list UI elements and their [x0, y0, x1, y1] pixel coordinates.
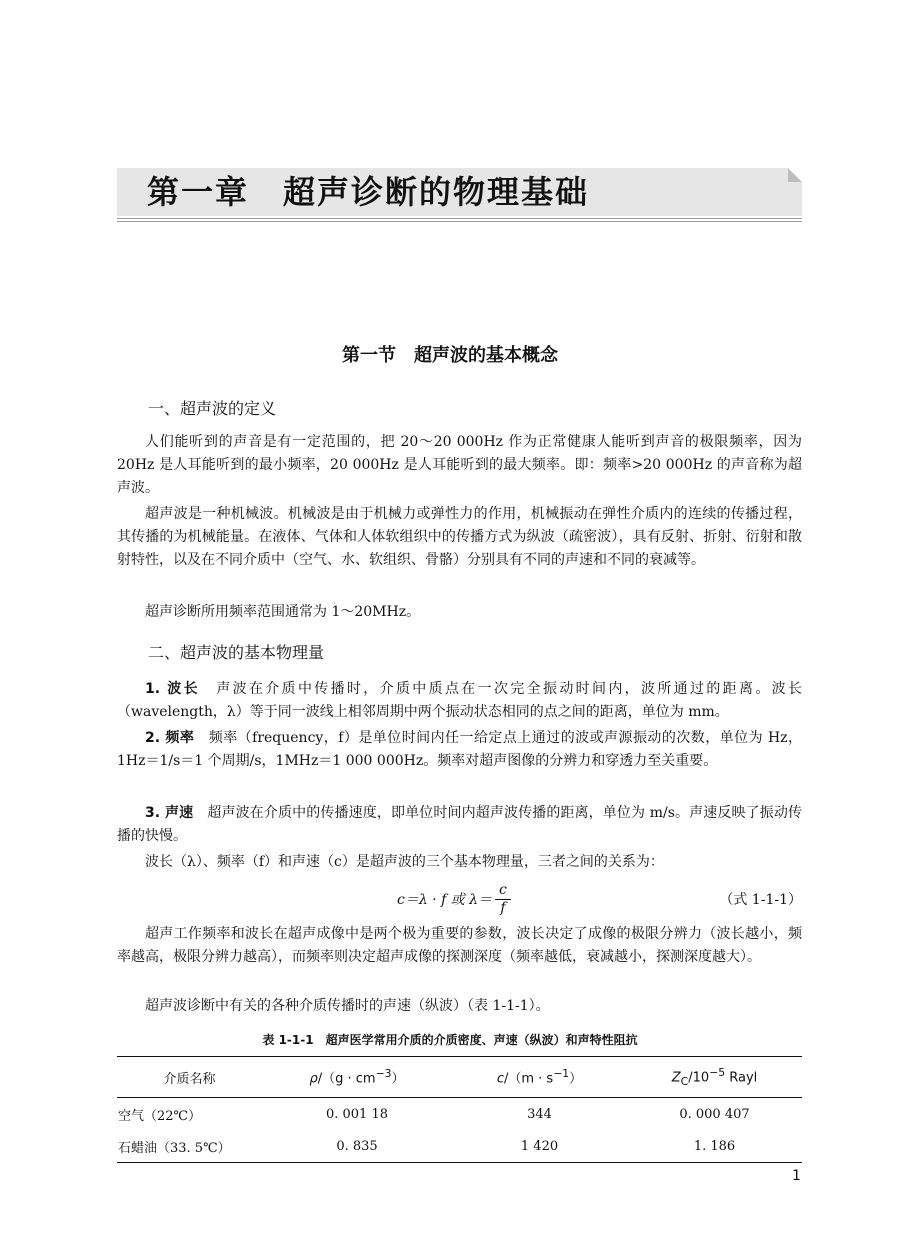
table-cell: 石蜡油（33. 5℃）	[118, 1140, 231, 1156]
formula-denominator: f	[500, 899, 506, 916]
formula	[0, 880, 802, 918]
paragraph: 超声工作频率和波长在超声成像中是两个极为重要的参数，波长决定了成像的极限分辨力（波长越小，频率越高，极限分辨力越高），而频率则决定超声成像的探测深度（频率越低，衰减越小，探测深度越大）。	[117, 926, 802, 965]
chapter-rules	[117, 216, 802, 222]
table-cell: 344	[527, 1106, 552, 1122]
paragraph: 超声诊断所用频率范围通常为 1～20MHz。	[145, 604, 421, 620]
table-cell: 1. 186	[693, 1138, 736, 1154]
formula-expression	[397, 880, 511, 918]
column-header: $Z_C/10^{-5}$ Rayl	[671, 1066, 758, 1088]
item-sound-speed	[117, 802, 802, 848]
item-text: 频率（frequency，f）是单位时间内任一给定点上通过的波或声源振动的次数，单位为 Hz，1Hz＝1/s＝1 个周期/s，1MHz＝1 000 000Hz。频率对超声图像的分辨力和穿透力至关重要。	[117, 730, 803, 769]
formula-left: c＝λ · f 或 λ＝	[397, 892, 493, 908]
table-cell: 1 420	[520, 1138, 559, 1154]
table-row	[117, 1130, 802, 1163]
table-cell: 空气（22℃）	[118, 1108, 202, 1124]
table-row	[117, 1098, 802, 1131]
formula-fraction	[495, 882, 511, 917]
table-caption: 表 1-1-1 超声医学常用介质的介质密度、声速（纵波）和声特性阻抗	[262, 1033, 638, 1047]
paragraph: 波长（λ）、频率（f）和声速（c）是超声波的三个基本物理量，三者之间的关系为：	[145, 854, 664, 870]
paragraph: 超声波是一种机械波。机械波是由于机械力或弹性力的作用，机械振动在弹性介质内的连续的传播过程，其传播的为机械能量。在液体、气体和人体软组织中的传播方式为纵波（疏密波），具有反射、折射、衍射和散射特性，以及在不同介质中（空气、水、软组织、骨骼）分别具有不同的声速和不同的衰减等。	[117, 506, 802, 568]
formula-tag: （式 1-1-1）	[719, 892, 802, 908]
chapter-banner	[117, 168, 802, 216]
section-title: 第一节 超声波的基本概念	[342, 345, 558, 366]
item-wavelength	[117, 678, 802, 724]
formula-numerator: c	[495, 882, 511, 900]
term-wavelength: 1. 波长	[145, 681, 200, 697]
page-number: 1	[792, 1168, 801, 1184]
paragraph: 人们能听到的声音是有一定范围的，把 20～20 000Hz 作为正常健康人能听到声音的极限频率，因为 20Hz 是人耳能听到的最小频率，20 000Hz 是人耳能听到的最大频率。即：频率>20 000Hz 的声音称为超声波。	[117, 434, 802, 496]
item-text: 超声波在介质中的传播速度，即单位时间内超声波传播的距离，单位为 m/s。声速反映了振动传播的快慢。	[117, 805, 802, 844]
divider	[117, 218, 802, 219]
banner-corner-fold	[788, 168, 802, 182]
chapter-title: 第一章 超声诊断的物理基础	[147, 173, 590, 211]
table-cell: 0. 001 18	[325, 1106, 389, 1122]
column-header: 介质名称	[163, 1071, 216, 1087]
column-header: $\rho/(g \cdot cm^{-3})$	[309, 1067, 405, 1087]
data-table	[117, 1056, 802, 1163]
heading-physical-quantities: 二、超声波的基本物理量	[148, 643, 325, 662]
column-header: $c/(m \cdot s^{-1})$	[496, 1067, 583, 1087]
heading-definition: 一、超声波的定义	[148, 399, 277, 418]
paragraph: 超声波诊断中有关的各种介质传播时的声速（纵波）（表 1-1-1）。	[145, 998, 550, 1014]
item-frequency	[117, 727, 802, 773]
item-text: 声波在介质中传播时，介质中质点在一次完全振动时间内，波所通过的距离。波长（wavelength，λ）等于同一波线上相邻周期中两个振动状态相同的点之间的距离，单位为 mm。	[117, 681, 803, 720]
divider	[117, 221, 802, 222]
term-sound-speed: 3. 声速	[145, 805, 194, 821]
table-header-row	[117, 1057, 802, 1098]
term-frequency: 2. 频率	[145, 730, 195, 746]
table-cell: 0. 000 407	[679, 1106, 750, 1122]
table-cell: 0. 835	[336, 1138, 378, 1154]
